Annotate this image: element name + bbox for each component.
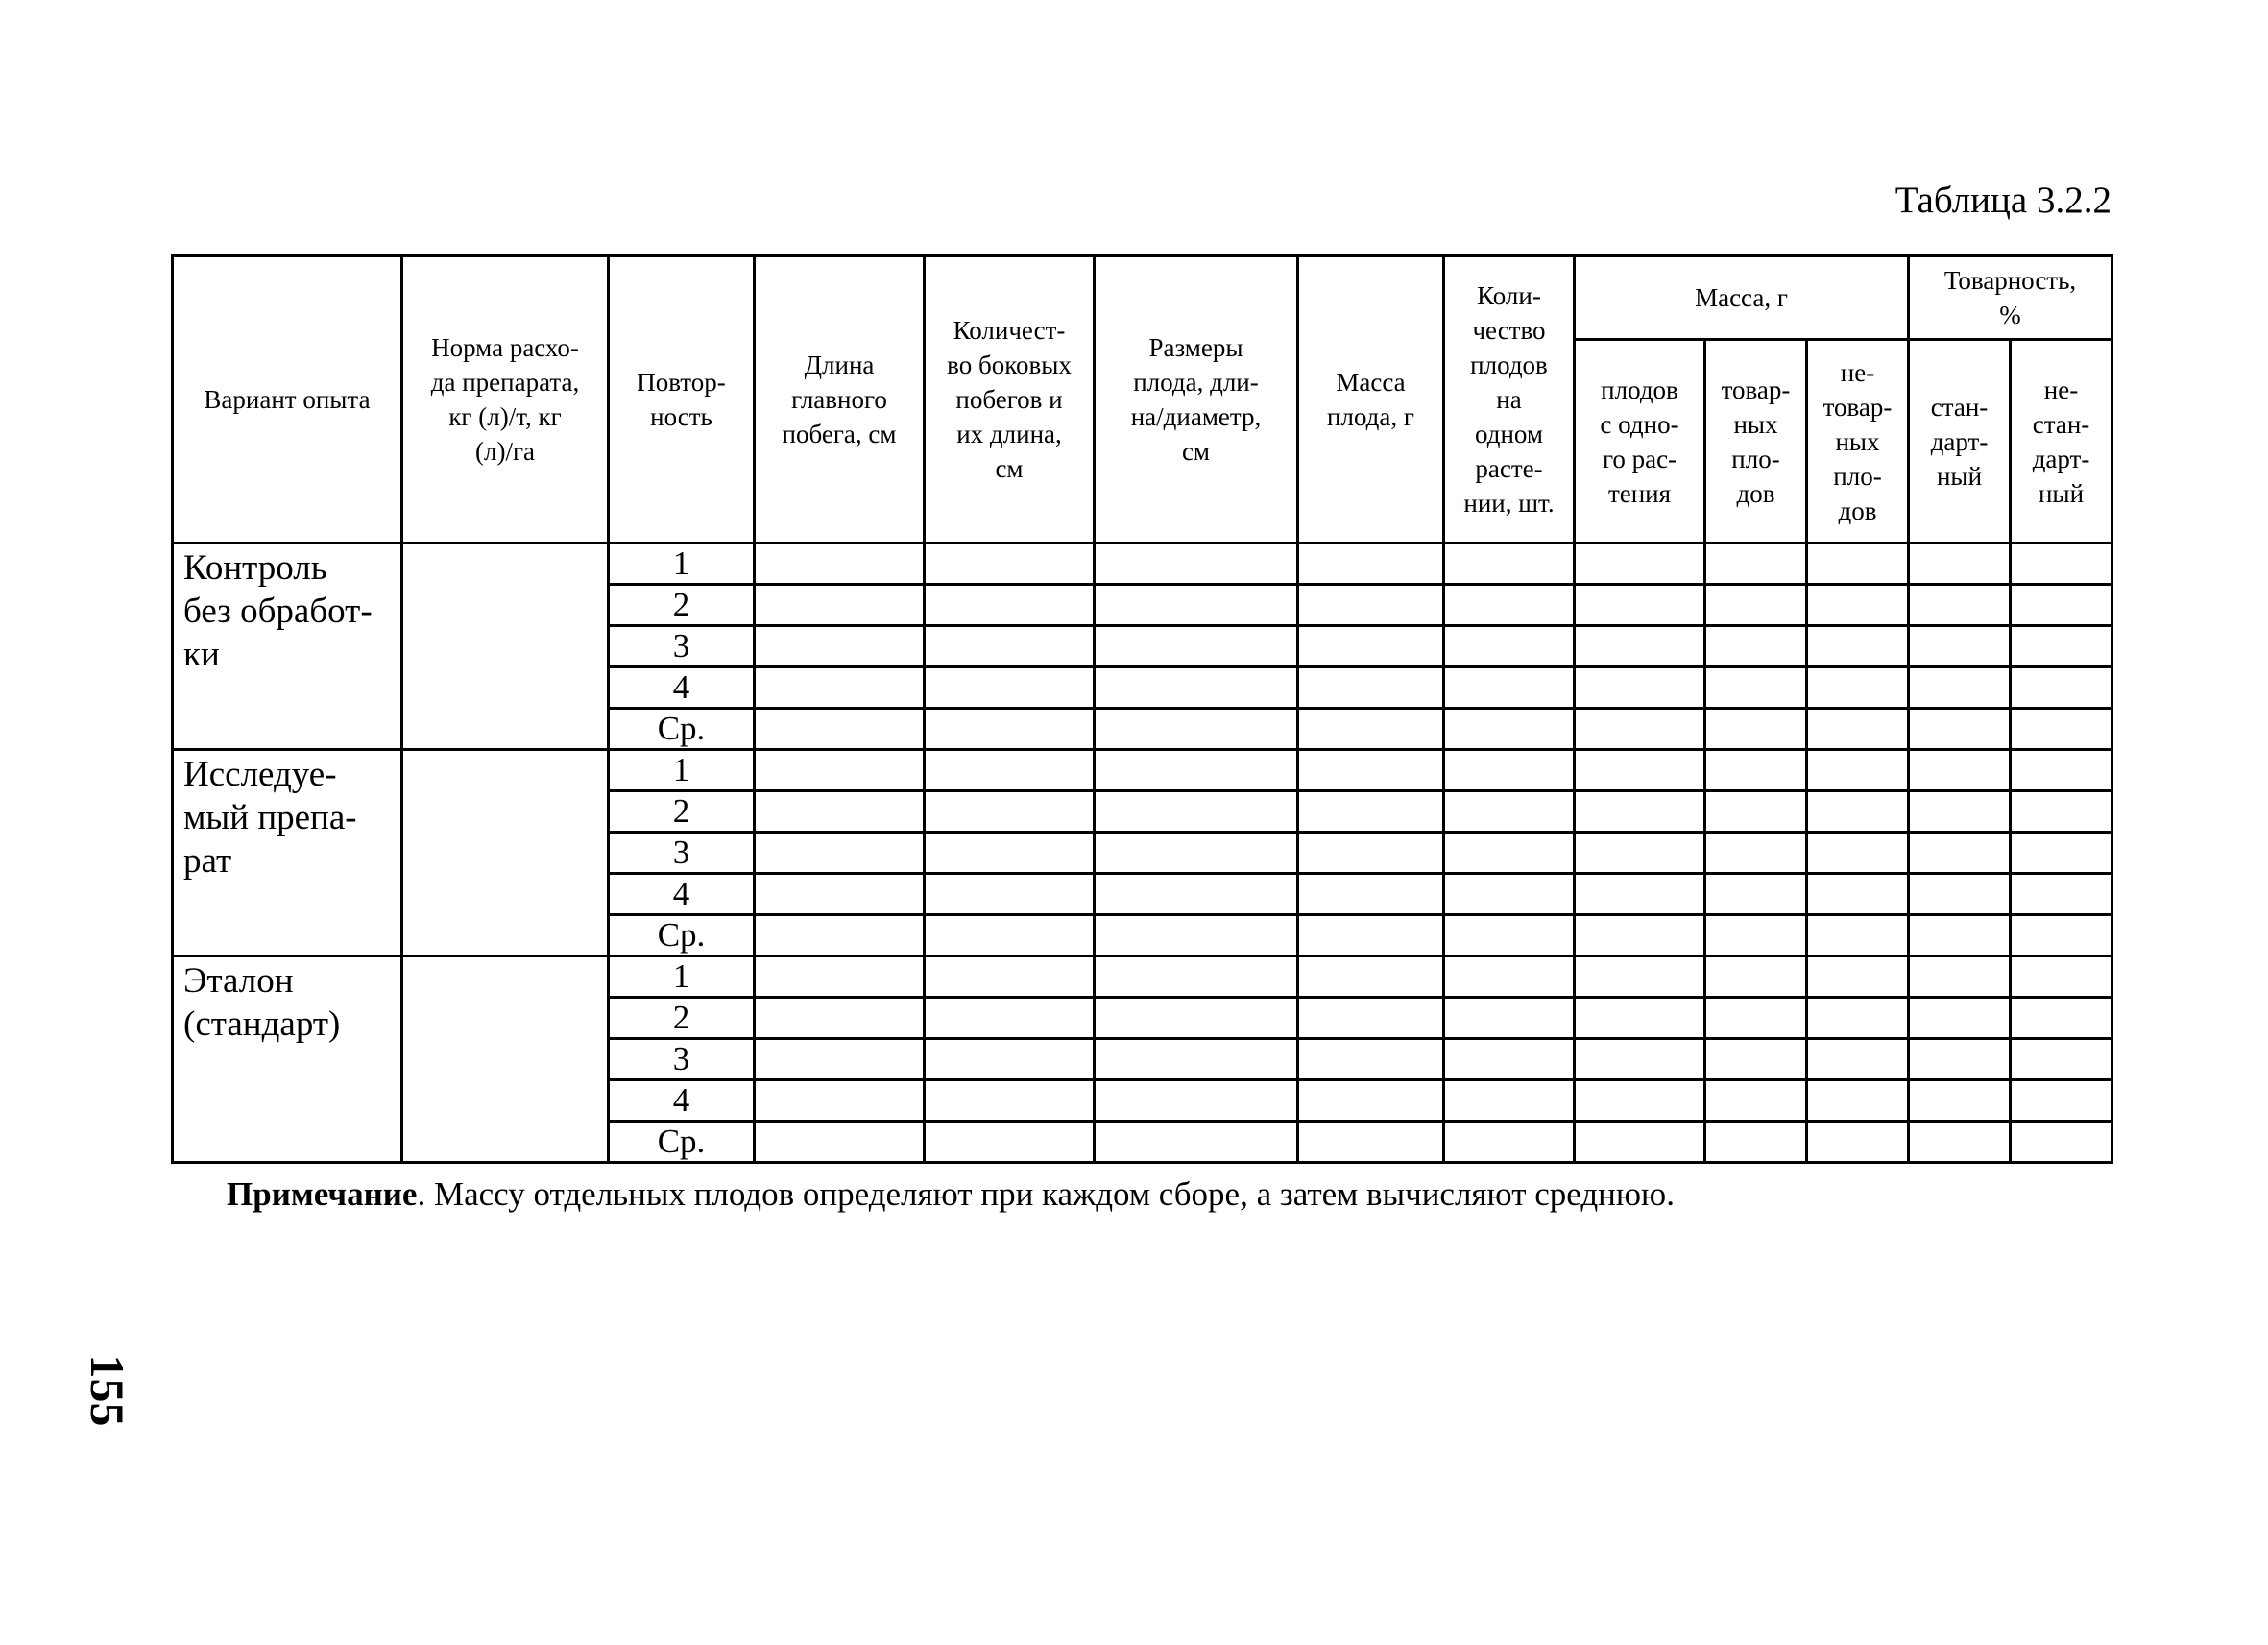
empty-cell xyxy=(1444,626,1575,667)
empty-cell xyxy=(1575,1039,1705,1080)
repetition-cell: 1 xyxy=(609,750,755,791)
empty-cell xyxy=(1444,874,1575,915)
empty-cell xyxy=(755,626,925,667)
empty-cell xyxy=(1575,1080,1705,1122)
empty-cell xyxy=(1807,1122,1909,1163)
empty-cell xyxy=(1575,791,1705,833)
empty-cell xyxy=(1909,585,2011,626)
header-repeat: Повтор- ность xyxy=(609,256,755,544)
empty-cell xyxy=(1909,874,2011,915)
empty-cell xyxy=(925,1080,1095,1122)
empty-cell xyxy=(1444,956,1575,998)
empty-cell xyxy=(2011,998,2112,1039)
empty-cell xyxy=(1444,750,1575,791)
empty-cell xyxy=(1575,998,1705,1039)
empty-cell xyxy=(1807,956,1909,998)
empty-cell xyxy=(925,833,1095,874)
empty-cell xyxy=(1298,667,1444,709)
empty-cell xyxy=(2011,956,2112,998)
empty-cell xyxy=(1705,874,1807,915)
empty-cell xyxy=(1909,1080,2011,1122)
empty-cell xyxy=(1298,915,1444,956)
empty-cell xyxy=(1298,1080,1444,1122)
empty-cell xyxy=(755,544,925,585)
empty-cell xyxy=(1705,544,1807,585)
empty-cell xyxy=(2011,1039,2112,1080)
header-fruit-count: Коли- чество плодов на одном расте- нии, шт. xyxy=(1444,256,1575,544)
empty-cell xyxy=(1298,709,1444,750)
empty-cell xyxy=(1705,709,1807,750)
empty-cell xyxy=(1575,544,1705,585)
empty-cell xyxy=(1807,544,1909,585)
header-market-group: Товарность, % xyxy=(1909,256,2112,340)
empty-cell xyxy=(1909,709,2011,750)
empty-cell xyxy=(1705,626,1807,667)
empty-cell xyxy=(925,1039,1095,1080)
repetition-cell: 2 xyxy=(609,998,755,1039)
empty-cell xyxy=(1444,544,1575,585)
header-variant: Вариант опыта xyxy=(173,256,402,544)
empty-cell xyxy=(1807,709,1909,750)
empty-cell xyxy=(1807,833,1909,874)
empty-cell xyxy=(1095,1039,1298,1080)
empty-cell xyxy=(1095,626,1298,667)
empty-cell xyxy=(1095,585,1298,626)
empty-cell xyxy=(1298,544,1444,585)
empty-cell xyxy=(1807,915,1909,956)
empty-cell xyxy=(1095,750,1298,791)
empty-cell xyxy=(1444,791,1575,833)
empty-cell xyxy=(1575,750,1705,791)
empty-cell xyxy=(1444,915,1575,956)
empty-cell xyxy=(755,1122,925,1163)
empty-cell xyxy=(1807,626,1909,667)
empty-cell xyxy=(925,709,1095,750)
repetition-cell: 3 xyxy=(609,626,755,667)
empty-cell xyxy=(1298,585,1444,626)
empty-cell xyxy=(2011,585,2112,626)
table-caption: Таблица 3.2.2 xyxy=(1894,180,2111,221)
table-row xyxy=(173,956,2112,998)
empty-cell xyxy=(1705,585,1807,626)
variant-label: Контроль без обработ- ки xyxy=(173,544,402,750)
note-text: . Массу отдельных плодов определяют при каждом сборе, а затем вычисляют среднюю. xyxy=(417,1175,1675,1213)
empty-cell xyxy=(2011,1122,2112,1163)
empty-cell xyxy=(1807,585,1909,626)
empty-cell xyxy=(1095,709,1298,750)
empty-cell xyxy=(1909,626,2011,667)
repetition-cell: 1 xyxy=(609,544,755,585)
header-norm: Норма расхо- да препарата, кг (л)/т, кг (л)/га xyxy=(402,256,609,544)
empty-cell xyxy=(755,1039,925,1080)
page-number: 155 xyxy=(81,1354,134,1427)
empty-cell xyxy=(925,874,1095,915)
empty-cell xyxy=(925,791,1095,833)
table-header xyxy=(173,256,2112,544)
header-main-shoot: Длина главного побега, см xyxy=(755,256,925,544)
header-fruit-mass: Масса плода, г xyxy=(1298,256,1444,544)
header-mass-group: Масса, г xyxy=(1575,256,1909,340)
empty-cell xyxy=(1444,998,1575,1039)
empty-cell xyxy=(2011,626,2112,667)
empty-cell xyxy=(925,626,1095,667)
empty-cell xyxy=(1909,998,2011,1039)
empty-cell xyxy=(2011,1080,2112,1122)
empty-cell xyxy=(1575,585,1705,626)
empty-cell xyxy=(2011,709,2112,750)
variant-label: Исследуе- мый препа- рат xyxy=(173,750,402,956)
empty-cell xyxy=(1095,874,1298,915)
empty-cell xyxy=(1298,956,1444,998)
empty-cell xyxy=(1705,667,1807,709)
repetition-cell: 4 xyxy=(609,874,755,915)
repetition-cell: 1 xyxy=(609,956,755,998)
empty-cell xyxy=(1575,874,1705,915)
empty-cell xyxy=(1705,1039,1807,1080)
empty-cell xyxy=(1705,833,1807,874)
empty-cell xyxy=(1298,1039,1444,1080)
empty-cell xyxy=(755,750,925,791)
empty-cell xyxy=(1095,1080,1298,1122)
repetition-cell: 4 xyxy=(609,667,755,709)
empty-cell xyxy=(755,915,925,956)
empty-cell xyxy=(1807,1039,1909,1080)
empty-cell xyxy=(925,750,1095,791)
empty-cell xyxy=(1807,667,1909,709)
empty-cell xyxy=(1807,750,1909,791)
empty-cell xyxy=(1575,956,1705,998)
header-side-shoots: Количест- во боковых побегов и их длина, см xyxy=(925,256,1095,544)
empty-cell xyxy=(1444,1039,1575,1080)
repetition-cell: 3 xyxy=(609,833,755,874)
repetition-cell: 3 xyxy=(609,1039,755,1080)
empty-cell xyxy=(1444,1080,1575,1122)
norm-cell xyxy=(402,956,609,1163)
header-standard: стан- дарт- ный xyxy=(1909,340,2011,544)
norm-cell xyxy=(402,750,609,956)
empty-cell xyxy=(1705,750,1807,791)
empty-cell xyxy=(1298,750,1444,791)
repetition-cell: 4 xyxy=(609,1080,755,1122)
empty-cell xyxy=(755,874,925,915)
note-label: Примечание xyxy=(227,1175,418,1213)
empty-cell xyxy=(1705,791,1807,833)
empty-cell xyxy=(2011,874,2112,915)
table-body xyxy=(173,544,2112,1163)
empty-cell xyxy=(1807,874,1909,915)
empty-cell xyxy=(1705,1122,1807,1163)
empty-cell xyxy=(1575,915,1705,956)
empty-cell xyxy=(1705,915,1807,956)
empty-cell xyxy=(755,956,925,998)
table-note xyxy=(227,1175,1675,1214)
empty-cell xyxy=(925,998,1095,1039)
empty-cell xyxy=(1909,667,2011,709)
empty-cell xyxy=(2011,915,2112,956)
empty-cell xyxy=(1095,833,1298,874)
empty-cell xyxy=(2011,667,2112,709)
empty-cell xyxy=(1444,709,1575,750)
empty-cell xyxy=(1909,956,2011,998)
empty-cell xyxy=(755,791,925,833)
repetition-cell: 2 xyxy=(609,791,755,833)
empty-cell xyxy=(755,998,925,1039)
header-mass-per-plant: плодов с одно- го рас- тения xyxy=(1575,340,1705,544)
empty-cell xyxy=(755,1080,925,1122)
empty-cell xyxy=(2011,544,2112,585)
empty-cell xyxy=(1095,1122,1298,1163)
empty-cell xyxy=(1575,833,1705,874)
empty-cell xyxy=(1575,709,1705,750)
repetition-cell: Ср. xyxy=(609,709,755,750)
empty-cell xyxy=(1909,791,2011,833)
empty-cell xyxy=(1298,626,1444,667)
empty-cell xyxy=(1095,667,1298,709)
empty-cell xyxy=(1444,833,1575,874)
header-mass-market: товар- ных пло- дов xyxy=(1705,340,1807,544)
empty-cell xyxy=(755,667,925,709)
table-row xyxy=(173,544,2112,585)
empty-cell xyxy=(1909,544,2011,585)
empty-cell xyxy=(2011,750,2112,791)
repetition-cell: 2 xyxy=(609,585,755,626)
empty-cell xyxy=(1807,998,1909,1039)
empty-cell xyxy=(1909,1039,2011,1080)
empty-cell xyxy=(1298,874,1444,915)
empty-cell xyxy=(1705,1080,1807,1122)
empty-cell xyxy=(1095,956,1298,998)
empty-cell xyxy=(1444,585,1575,626)
empty-cell xyxy=(1909,750,2011,791)
empty-cell xyxy=(1298,791,1444,833)
header-mass-nonmarket: не- товар- ных пло- дов xyxy=(1807,340,1909,544)
empty-cell xyxy=(1095,915,1298,956)
empty-cell xyxy=(925,956,1095,998)
empty-cell xyxy=(1444,1122,1575,1163)
empty-cell xyxy=(925,915,1095,956)
empty-cell xyxy=(1095,998,1298,1039)
table-row xyxy=(173,750,2112,791)
empty-cell xyxy=(1909,915,2011,956)
empty-cell xyxy=(755,709,925,750)
empty-cell xyxy=(1575,1122,1705,1163)
empty-cell xyxy=(925,544,1095,585)
header-fruit-size: Размеры плода, дли- на/диаметр, см xyxy=(1095,256,1298,544)
empty-cell xyxy=(755,833,925,874)
empty-cell xyxy=(1298,1122,1444,1163)
empty-cell xyxy=(1705,956,1807,998)
norm-cell xyxy=(402,544,609,750)
empty-cell xyxy=(1909,1122,2011,1163)
empty-cell xyxy=(755,585,925,626)
repetition-cell: Ср. xyxy=(609,915,755,956)
empty-cell xyxy=(925,667,1095,709)
empty-cell xyxy=(2011,791,2112,833)
empty-cell xyxy=(1807,1080,1909,1122)
variant-label: Эталон (стандарт) xyxy=(173,956,402,1163)
empty-cell xyxy=(925,585,1095,626)
empty-cell xyxy=(1575,667,1705,709)
empty-cell xyxy=(1444,667,1575,709)
empty-cell xyxy=(1298,998,1444,1039)
empty-cell xyxy=(1705,998,1807,1039)
empty-cell xyxy=(1095,544,1298,585)
empty-cell xyxy=(1298,833,1444,874)
empty-cell xyxy=(1575,626,1705,667)
empty-cell xyxy=(2011,833,2112,874)
header-nonstandard: не- стан- дарт- ный xyxy=(2011,340,2112,544)
empty-cell xyxy=(925,1122,1095,1163)
repetition-cell: Ср. xyxy=(609,1122,755,1163)
empty-cell xyxy=(1909,833,2011,874)
empty-cell xyxy=(1807,791,1909,833)
empty-cell xyxy=(1095,791,1298,833)
data-table xyxy=(171,254,2113,1164)
